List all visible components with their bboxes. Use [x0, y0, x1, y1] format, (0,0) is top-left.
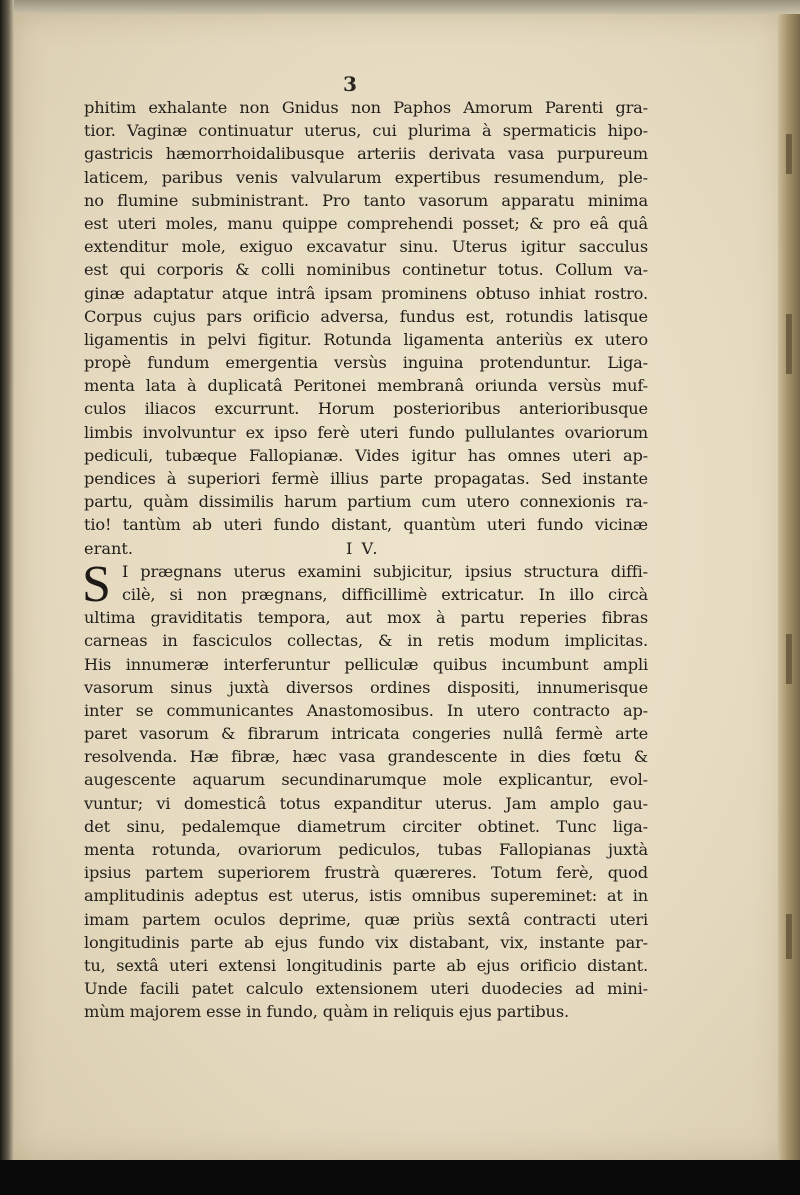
page-edge-mark [786, 634, 792, 684]
text-line: no flumine subministrant. Pro tanto vasorum apparatu minima [84, 190, 648, 210]
text-line: ginæ adaptatur atque intrâ ipsam prominens obtuso inhiat rostro. [84, 283, 648, 303]
text-line: I prægnans uterus examini subjicitur, ipsius structura diffi- [122, 561, 648, 581]
text-line: His innumeræ interferuntur pelliculæ quibus incumbunt ampli [84, 654, 648, 674]
text-line: pendices à superiori fermè illius parte propagatas. Sed instante [84, 469, 648, 488]
text-line: tio! tantùm ab uteri fundo distant, quantùm uteri fundo vicinæ [84, 515, 648, 535]
drop-cap-lines [82, 555, 648, 613]
paragraph-1 [84, 96, 648, 537]
text-line: vasorum sinus juxtà diversos ordines dispositi, innumerisque [84, 677, 648, 697]
paragraph-1-last-line: erant. [84, 538, 134, 558]
text-line: longitudinis parte ab ejus fundo vix distabant, vix, instante par- [84, 932, 648, 952]
book-left-edge [0, 0, 14, 1160]
text-line: ipsius partem superiorem frustrà quæreres. Totum ferè, quod [84, 863, 648, 883]
text-line: cilè, si non prægnans, difficillimè extricatur. In illo circà [122, 584, 648, 604]
text-line: partu, quàm dissimilis harum partium cum utero connexionis ra- [84, 492, 648, 512]
book-right-edge [778, 14, 800, 1160]
drop-cap: S [82, 555, 111, 613]
text-line: paret vasorum & fibrarum intricata congeries nullâ fermè arte [84, 724, 648, 744]
text-line: menta lata à duplicatâ Peritonei membranâ oriunda versùs muf- [84, 376, 648, 396]
text-line: propè fundum emergentia versùs inguina protenduntur. Liga- [84, 353, 648, 373]
text-line: ligamentis in pelvi figitur. Rotunda ligamenta anteriùs ex utero [84, 329, 648, 349]
text-line: carneas in fasciculos collectas, & in retis modum implicitas. [84, 631, 648, 651]
section-heading: I V. [346, 538, 380, 558]
paragraph-2-last-line: mùm majorem esse in fundo, quàm in reliquis ejus partibus. [84, 1002, 569, 1022]
text-line: est uteri moles, manu quippe comprehendi posset; & pro eâ quâ [84, 213, 648, 233]
text-line: imam partem oculos deprime, quæ priùs sextâ contracti uteri [84, 909, 648, 929]
paragraph-2-opening [82, 555, 648, 613]
text-line: det sinu, pedalemque diametrum circiter obtinet. Tunc liga- [84, 816, 648, 836]
text-line: inter se communicantes Anastomosibus. In utero contracto ap- [84, 700, 648, 720]
text-line: Unde facili patet calculo extensionem uteri duodecies ad mini- [84, 979, 648, 999]
text-line: augescente aquarum secundinarumque mole explicantur, evol- [84, 770, 648, 790]
text-line: menta rotunda, ovariorum pediculos, tubas Fallopianas juxtà [84, 840, 648, 859]
text-line: pediculi, tubæque Fallopianæ. Vides igitur has omnes uteri ap- [84, 445, 648, 465]
section-heading-row [84, 537, 648, 560]
text-line: gastricis hæmorrhoidalibusque arteriis derivata vasa purpureum [84, 144, 648, 164]
page-body-text [84, 96, 648, 1024]
text-line: phitim exhalante non Gnidus non Paphos Amorum Parenti gra- [84, 98, 648, 117]
text-line: est qui corporis & colli nominibus continetur totus. Collum va- [84, 260, 648, 280]
page-edge-mark [786, 134, 792, 174]
text-line: tu, sextâ uteri extensi longitudinis parte ab ejus orificio distant. [84, 955, 648, 975]
text-line: vuntur; vi domesticâ totus expanditur uterus. Jam amplo gau- [84, 793, 648, 813]
text-line: laticem, paribus venis valvularum expertibus resumendum, ple- [84, 167, 648, 187]
paragraph-2 [84, 606, 648, 1000]
page-edge-mark [786, 314, 792, 374]
text-line: extenditur mole, exiguo excavatur sinu. Uterus igitur sacculus [84, 237, 648, 257]
text-line: tior. Vaginæ continuatur uterus, cui plurima à spermaticis hipo- [84, 121, 648, 141]
text-line: limbis involvuntur ex ipso ferè uteri fundo pullulantes ovariorum [84, 422, 648, 442]
page-edge-mark [786, 914, 792, 959]
text-line: resolvenda. Hæ fibræ, hæc vasa grandescente in dies fœtu & [84, 747, 648, 767]
text-line: culos iliacos excurrunt. Horum posterioribus anterioribusque [84, 399, 648, 419]
scan-background [0, 1160, 800, 1195]
text-line: amplitudinis adeptus est uterus, istis omnibus supereminet: at in [84, 886, 648, 906]
text-line: ultima graviditatis tempora, aut mox à partu reperies fibras [84, 608, 648, 628]
text-line: Corpus cujus pars orificio adversa, fundus est, rotundis latisque [84, 306, 648, 326]
page-number: 3 [343, 72, 357, 96]
